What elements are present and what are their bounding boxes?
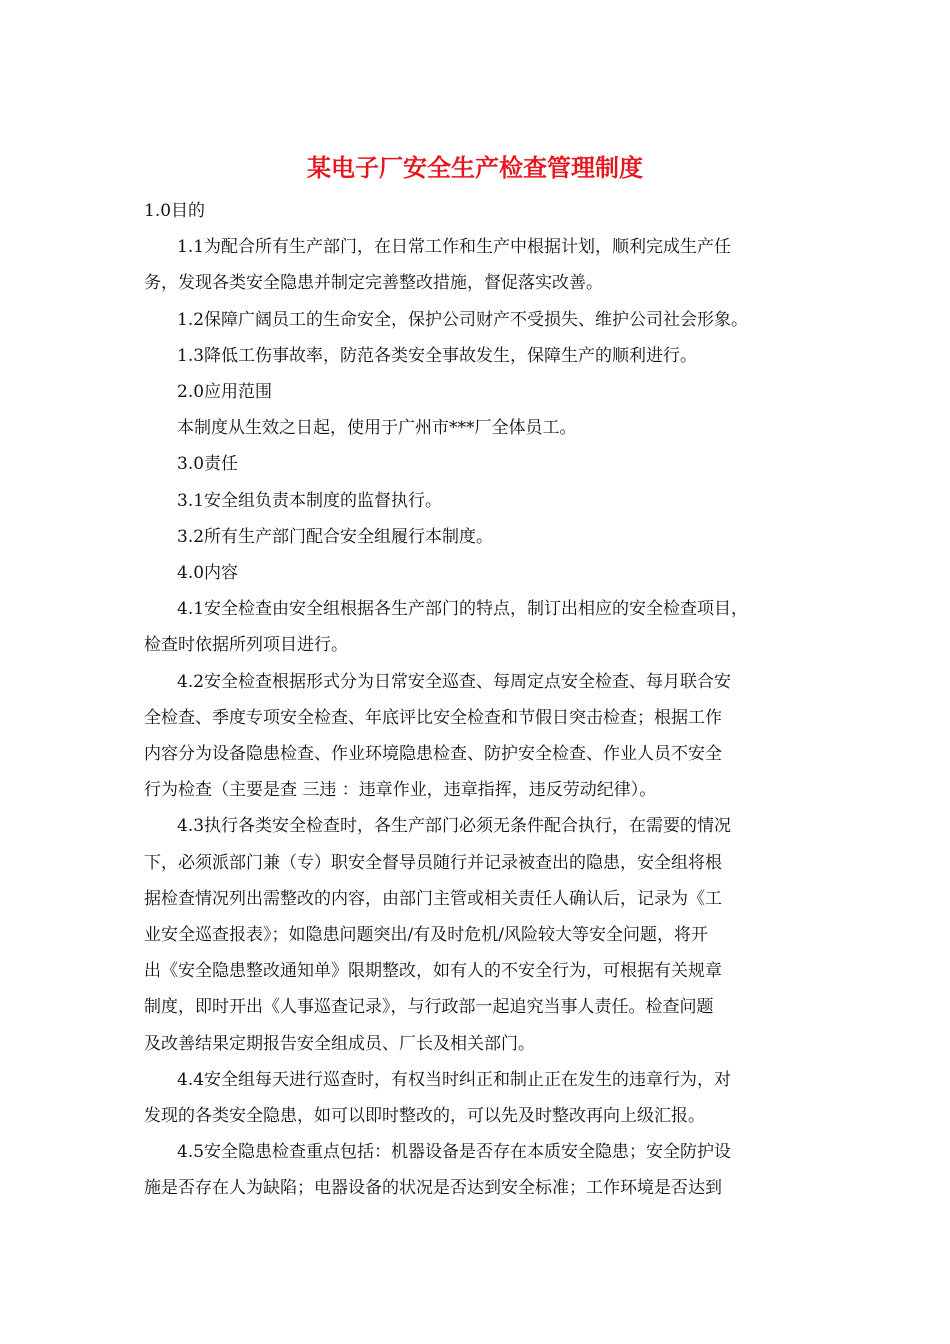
document-line: 1.2保障广阔员工的生命安全，保护公司财产不受损失、维护公司社会形象。 <box>177 309 749 330</box>
document-line: 本制度从生效之日起，使用于广州市***厂全体员工。 <box>177 418 577 439</box>
document-line: 务，发现各类安全隐患并制定完善整改措施，督促落实改善。 <box>144 273 603 294</box>
document-line: 下，必须派部门兼（专）职安全督导员随行并记录被查出的隐患，安全组将根 <box>144 852 722 873</box>
document-line: 施是否存在人为缺陷；电器设备的状况是否达到安全标准；工作环境是否达到 <box>144 1178 722 1199</box>
document-line: 4.2安全检查根据形式分为日常安全巡查、每周定点安全检查、每月联合安 <box>177 671 732 692</box>
document-line: 4.4安全组每天进行巡查时，有权当时纠正和制止正在发生的违章行为，对 <box>177 1069 732 1090</box>
document-line: 3.2所有生产部门配合安全组履行本制度。 <box>177 526 494 547</box>
document-line: 及改善结果定期报告安全组成员、厂长及相关部门。 <box>144 1033 535 1054</box>
document-line: 1.0目的 <box>144 201 206 221</box>
document-line: 3.0责任 <box>177 454 239 475</box>
document-body <box>144 193 812 1207</box>
document-line: 内容分为设备隐患检查、作业环境隐患检查、防护安全检查、作业人员不安全 <box>144 744 722 765</box>
document-line: 2.0应用范围 <box>177 382 273 403</box>
document-line: 1.3降低工伤事故率，防范各类安全事故发生，保障生产的顺利进行。 <box>177 345 698 366</box>
document-line: 据检查情况列出需整改的内容，由部门主管或相关责任人确认后，记录为《工 <box>144 888 722 909</box>
document-line: 出《安全隐患整改通知单》限期整改，如有人的不安全行为，可根据有关规章 <box>144 961 722 982</box>
document-line: 1.1为配合所有生产部门，在日常工作和生产中根据计划，顺利完成生产任 <box>177 237 732 258</box>
document-line: 检查时依据所列项目进行。 <box>144 635 348 656</box>
document-line: 全检查、季度专项安全检查、年底评比安全检查和节假日突击检查；根据工作 <box>144 707 722 728</box>
document-line: 4.1安全检查由安全组根据各生产部门的特点，制订出相应的安全检查项目， <box>177 599 749 620</box>
document-line: 行为检查（主要是查 三违 ：违章作业，违章指挥，违反劳动纪律）。 <box>144 780 657 801</box>
document-title: 某电子厂安全生产检查管理制度 <box>307 153 643 182</box>
document-line: 4.0内容 <box>177 563 239 584</box>
document-line: 3.1安全组负责本制度的监督执行。 <box>177 490 443 511</box>
document-line: 制度，即时开出《人事巡查记录》，与行政部一起追究当事人责任。检查问题 <box>144 997 714 1018</box>
document-line: 发现的各类安全隐患，如可以即时整改的，可以先及时整改再向上级汇报。 <box>144 1106 705 1127</box>
document-line: 4.3执行各类安全检查时，各生产部门必须无条件配合执行，在需要的情况 <box>177 816 732 837</box>
document-line: 4.5安全隐患检查重点包括：机器设备是否存在本质安全隐患；安全防护设 <box>177 1142 732 1163</box>
document-line: 业安全巡查报表》；如隐患问题突出/有及时危机/风险较大等安全问题，将开 <box>144 925 708 946</box>
